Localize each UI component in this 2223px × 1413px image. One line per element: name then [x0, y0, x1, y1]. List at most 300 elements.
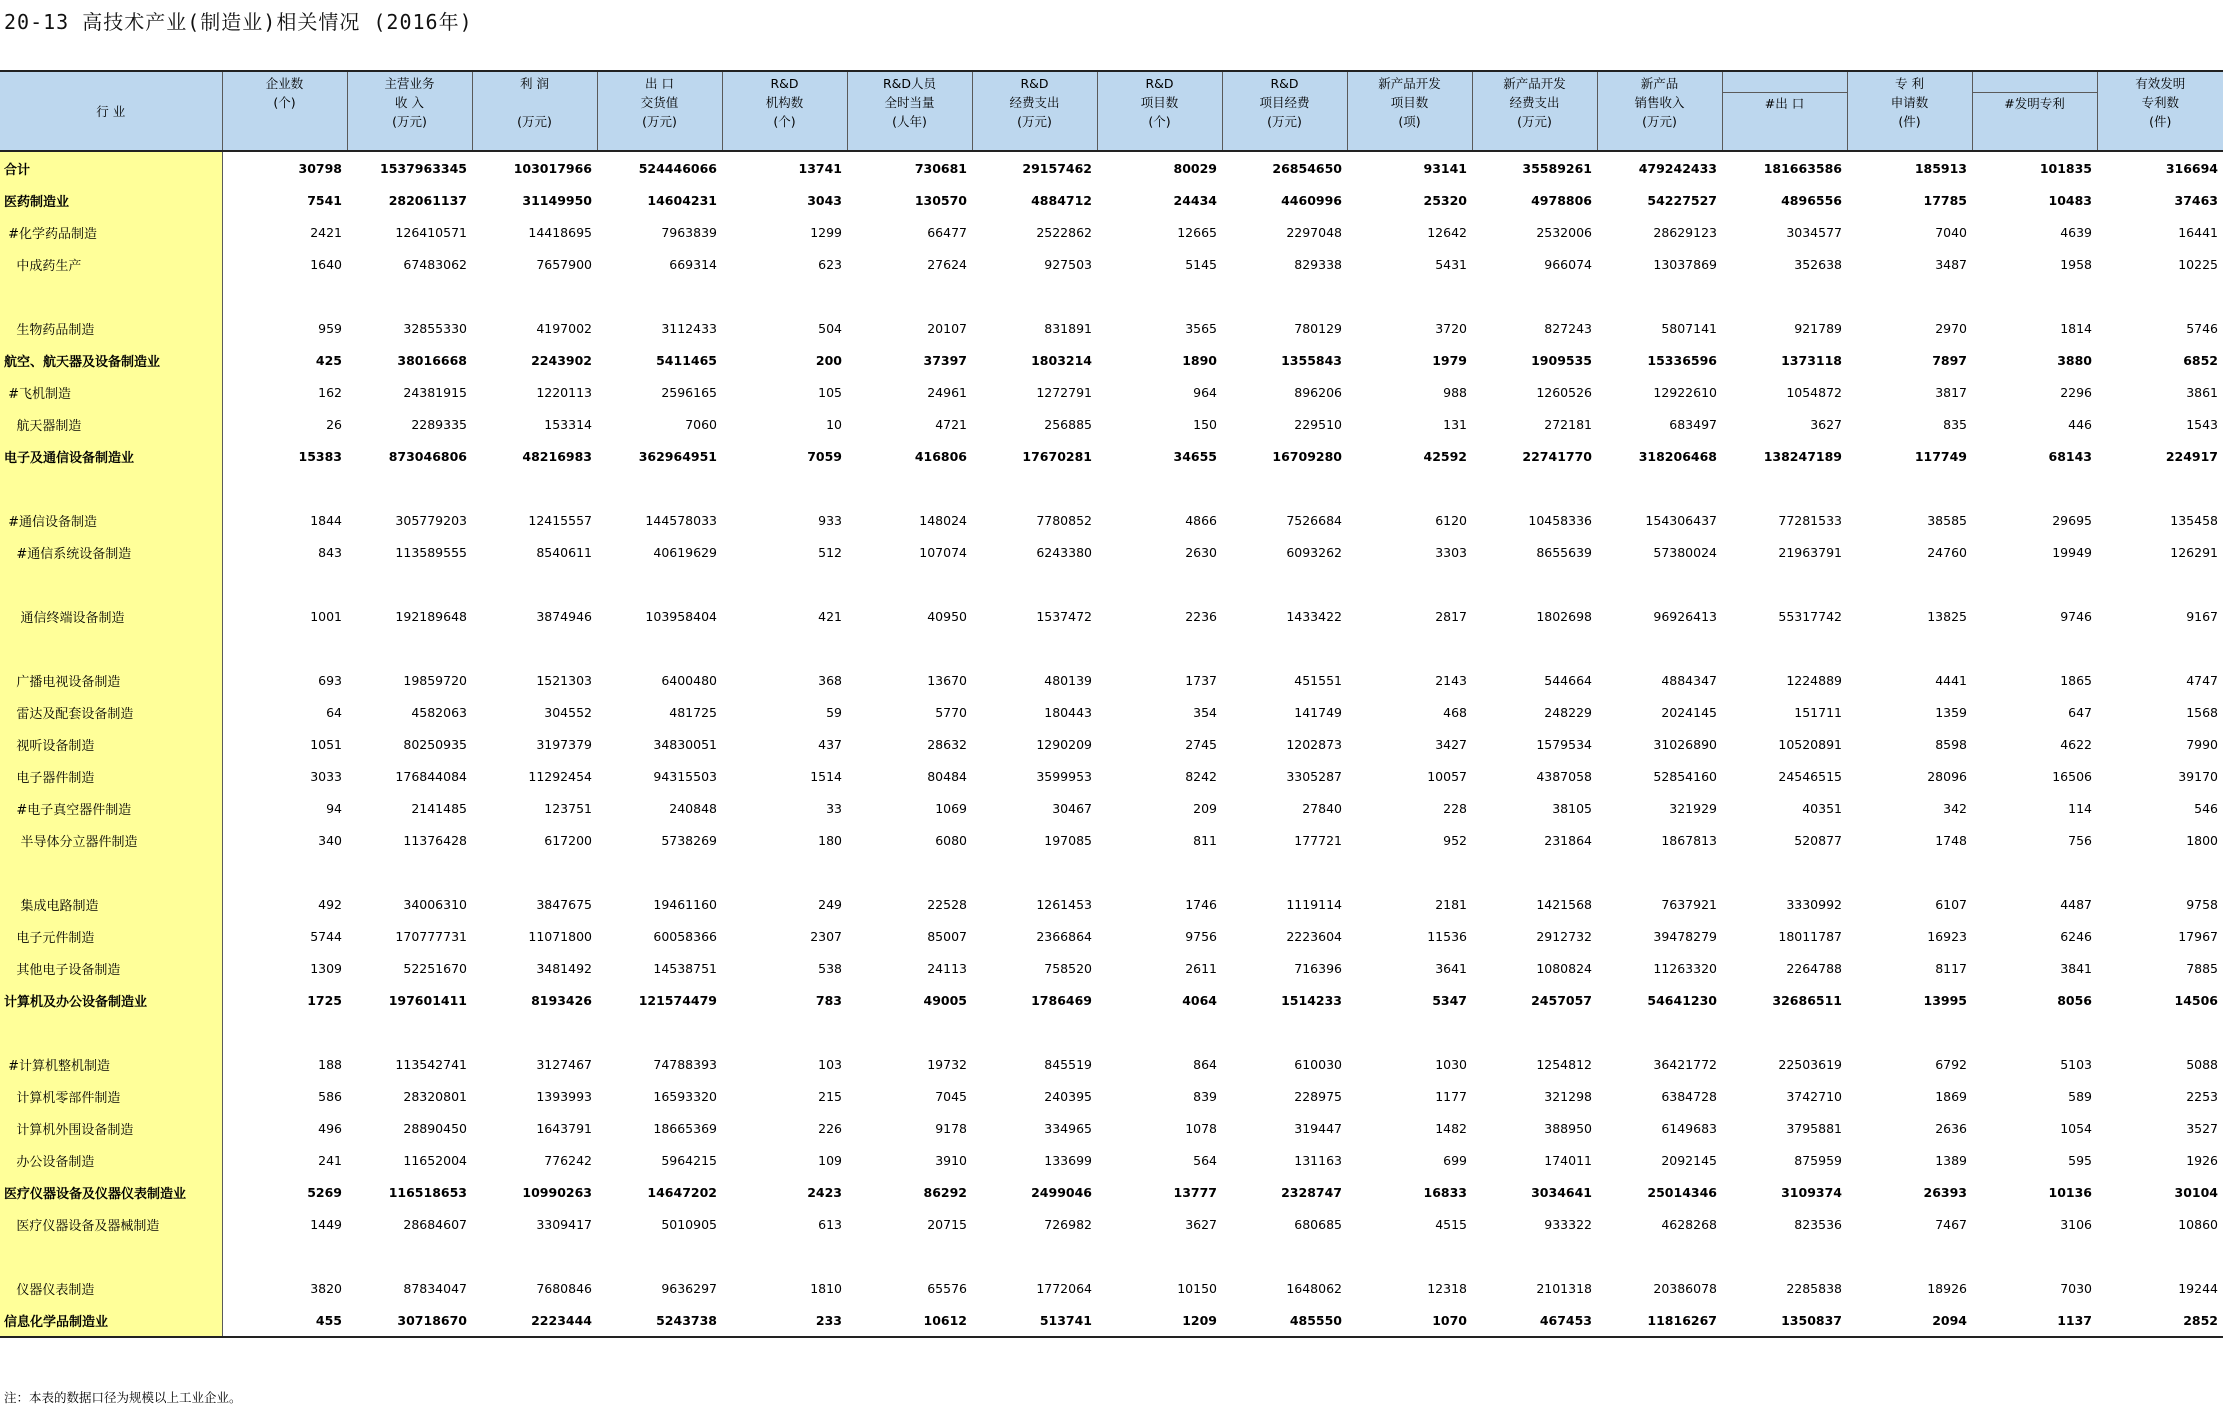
value-cell: 352638: [1794, 256, 1842, 272]
value-cell: 1643791: [536, 1120, 592, 1136]
spacer-cell: [1722, 280, 1847, 312]
value-cell: 4460996: [1281, 192, 1342, 208]
value-cell: 249: [818, 896, 842, 912]
value-cell: 7897: [1932, 352, 1967, 368]
industry-name-cell: 计算机外围设备制造: [0, 1112, 222, 1144]
header-col-line: (个): [1148, 114, 1171, 129]
header-col-line: 机构数: [765, 95, 804, 110]
value-cell: 1393993: [536, 1088, 592, 1104]
table-row: [0, 151, 2223, 184]
value-cell: 52854160: [1653, 768, 1717, 784]
value-cell: 4387058: [1536, 768, 1592, 784]
value-cell: 693: [318, 672, 342, 688]
spacer-cell: [472, 856, 597, 888]
value-cell: 30798: [298, 160, 342, 176]
spacer-cell: [1347, 568, 1472, 600]
value-cell: 248229: [1544, 704, 1592, 720]
value-cell: 3847675: [536, 896, 592, 912]
value-cell: 33: [826, 800, 842, 816]
value-cell: 455: [222, 1304, 347, 1337]
value-cell: 1080824: [1536, 960, 1592, 976]
value-cell: 1844: [310, 512, 342, 528]
value-cell: 1725: [307, 992, 342, 1008]
value-cell: 321298: [1544, 1088, 1592, 1104]
spacer-cell: [472, 472, 597, 504]
spacer-cell: [597, 1240, 722, 1272]
value-cell: 321929: [1669, 800, 1717, 816]
header-industry: [0, 71, 222, 151]
value-cell: 12415557: [528, 512, 592, 528]
value-cell: 7059: [807, 448, 842, 464]
value-cell: 3309417: [536, 1216, 592, 1232]
value-cell: 2630: [1185, 544, 1217, 560]
value-cell: 94315503: [653, 768, 717, 784]
industry-name-cell: 信息化学品制造业: [0, 1304, 222, 1337]
value-cell: 1869: [1935, 1088, 1967, 1104]
value-cell: 1299: [810, 224, 842, 240]
value-cell: 103017966: [513, 160, 592, 176]
value-cell: 8193426: [531, 992, 592, 1008]
value-cell: 823536: [1794, 1216, 1842, 1232]
spacer-cell: [847, 1240, 972, 1272]
value-cell: 7060: [685, 416, 717, 432]
table-row: [0, 1112, 2223, 1144]
table-row: [0, 760, 2223, 792]
value-cell: 123751: [544, 800, 592, 816]
table-row: [0, 1144, 2223, 1176]
spacer-cell: [0, 568, 222, 600]
value-cell: 85007: [927, 928, 967, 944]
value-cell: 40950: [927, 608, 967, 624]
header-col-line: [473, 93, 597, 112]
value-cell: 1030: [1435, 1056, 1467, 1072]
header-col-line: (万元): [392, 114, 427, 129]
value-cell: 544664: [1544, 672, 1592, 688]
value-cell: 12642: [1427, 224, 1467, 240]
header-col-line: 经费支出: [1509, 95, 1560, 110]
value-cell: 80484: [927, 768, 967, 784]
value-cell: 699: [1443, 1152, 1467, 1168]
value-cell: 26: [326, 416, 342, 432]
value-cell: 546: [2194, 800, 2218, 816]
spacer-cell: [1597, 280, 1722, 312]
value-cell: 5088: [2186, 1056, 2218, 1072]
header-col-line: (万元): [1267, 114, 1302, 129]
spacer-cell: [0, 856, 222, 888]
value-cell: 1979: [1432, 352, 1467, 368]
value-cell: 2423: [807, 1184, 842, 1200]
value-cell: 3034577: [1786, 224, 1842, 240]
value-cell: 1137: [1972, 1304, 2097, 1337]
value-cell: 64: [326, 704, 342, 720]
value-cell: 3106: [2060, 1216, 2092, 1232]
value-cell: 16709280: [1272, 448, 1342, 464]
value-cell: 896206: [1294, 384, 1342, 400]
spacer-cell: [347, 472, 472, 504]
spacer-cell: [0, 472, 222, 504]
value-cell: 2024145: [1661, 704, 1717, 720]
spacer-cell: [347, 280, 472, 312]
spacer-cell: [1972, 472, 2097, 504]
value-cell: 683497: [1669, 416, 1717, 432]
header-col-line: (个): [273, 95, 296, 110]
value-cell: 135458: [2170, 512, 2218, 528]
value-cell: 538: [818, 960, 842, 976]
value-cell: 5807141: [1661, 320, 1717, 336]
value-cell: 2611: [1185, 960, 1217, 976]
value-cell: 7963839: [661, 224, 717, 240]
value-cell: 2421: [310, 224, 342, 240]
spacer-cell: [1597, 1016, 1722, 1048]
value-cell: 1373118: [1781, 352, 1842, 368]
header-col-line: (万元): [1017, 114, 1052, 129]
value-cell: 4582063: [411, 704, 467, 720]
value-cell: 4896556: [1781, 192, 1842, 208]
table-row: [0, 1080, 2223, 1112]
value-cell: 256885: [1044, 416, 1092, 432]
value-cell: 952: [1443, 832, 1467, 848]
value-cell: 3880: [2057, 352, 2092, 368]
value-cell: 31026890: [1653, 736, 1717, 752]
value-cell: 2852: [2097, 1304, 2223, 1337]
value-cell: 13741: [798, 160, 842, 176]
value-cell: 101835: [2039, 160, 2092, 176]
value-cell: 1261453: [1036, 896, 1092, 912]
value-cell: 96926413: [1653, 608, 1717, 624]
value-cell: 121574479: [638, 992, 717, 1008]
industry-name-cell: #化学药品制造: [0, 216, 222, 248]
value-cell: 839: [1193, 1088, 1217, 1104]
value-cell: 5744: [310, 928, 342, 944]
header-col-line: R&D: [770, 76, 799, 91]
value-cell: 10: [826, 416, 842, 432]
value-cell: 1254812: [1536, 1056, 1592, 1072]
value-cell: 197085: [1044, 832, 1092, 848]
value-cell: 5431: [1435, 256, 1467, 272]
value-cell: 3033: [310, 768, 342, 784]
spacer-row: [0, 568, 2223, 600]
value-cell: 3565: [1185, 320, 1217, 336]
value-cell: 3910: [935, 1152, 967, 1168]
value-cell: 2596165: [661, 384, 717, 400]
value-cell: 669314: [669, 256, 717, 272]
value-cell: 4487: [2060, 896, 2092, 912]
spacer-cell: [597, 472, 722, 504]
value-cell: 1737: [1185, 672, 1217, 688]
value-cell: 80029: [1173, 160, 1217, 176]
spacer-cell: [222, 568, 347, 600]
spacer-cell: [972, 472, 1097, 504]
value-cell: 1926: [2186, 1152, 2218, 1168]
value-cell: 334965: [1044, 1120, 1092, 1136]
value-cell: 192189648: [395, 608, 467, 624]
value-cell: 12318: [1427, 1280, 1467, 1296]
value-cell: 7045: [935, 1088, 967, 1104]
value-cell: 3627: [1810, 416, 1842, 432]
table-row: [0, 184, 2223, 216]
value-cell: 133699: [1044, 1152, 1092, 1168]
table-row: [0, 792, 2223, 824]
spacer-cell: [222, 1240, 347, 1272]
header-col-line: 企业数: [265, 76, 304, 91]
spacer-cell: [1472, 280, 1597, 312]
value-cell: 17967: [2178, 928, 2218, 944]
industry-name-cell: 中成药生产: [0, 248, 222, 280]
spacer-cell: [1347, 632, 1472, 664]
value-cell: 12665: [1177, 224, 1217, 240]
spacer-cell: [472, 280, 597, 312]
value-cell: 1051: [310, 736, 342, 752]
value-cell: 716396: [1294, 960, 1342, 976]
value-cell: 3043: [807, 192, 842, 208]
value-cell: 2297048: [1286, 224, 1342, 240]
value-cell: 829338: [1294, 256, 1342, 272]
value-cell: 103958404: [645, 608, 717, 624]
value-cell: 66477: [927, 224, 967, 240]
value-cell: 94: [326, 800, 342, 816]
spacer-cell: [1972, 1016, 2097, 1048]
industry-name-cell: #通信设备制造: [0, 504, 222, 536]
value-cell: 5145: [1185, 256, 1217, 272]
table-row: [0, 1304, 2223, 1337]
value-cell: 5269: [307, 1184, 342, 1200]
value-cell: 1054872: [1786, 384, 1842, 400]
value-cell: 59: [826, 704, 842, 720]
value-cell: 12922610: [1653, 384, 1717, 400]
value-cell: 224917: [2165, 448, 2218, 464]
value-cell: 6852: [2183, 352, 2218, 368]
value-cell: 188: [318, 1056, 342, 1072]
spacer-cell: [1097, 472, 1222, 504]
header-col-16: [2097, 71, 2223, 151]
header-col-line: (人年): [892, 114, 927, 129]
value-cell: 29695: [2052, 512, 2092, 528]
data-table-container: [0, 70, 2223, 1338]
value-cell: 3861: [2186, 384, 2218, 400]
value-cell: 7030: [2060, 1280, 2092, 1296]
spacer-cell: [222, 856, 347, 888]
value-cell: 1260526: [1536, 384, 1592, 400]
header-col-line: 申请数: [1890, 95, 1929, 110]
value-cell: 468: [1443, 704, 1467, 720]
value-cell: 13670: [927, 672, 967, 688]
value-cell: 38585: [1927, 512, 1967, 528]
value-cell: 1537963345: [380, 160, 467, 176]
value-cell: 65576: [927, 1280, 967, 1296]
value-cell: 3641: [1435, 960, 1467, 976]
value-cell: 36421772: [1653, 1056, 1717, 1072]
spacer-cell: [1972, 1240, 2097, 1272]
value-cell: 388950: [1544, 1120, 1592, 1136]
industry-name-cell: 电子元件制造: [0, 920, 222, 952]
value-cell: 467453: [1472, 1304, 1597, 1337]
value-cell: 52251670: [403, 960, 467, 976]
spacer-row: [0, 1016, 2223, 1048]
header-col-line: #发明专利: [2004, 96, 2065, 111]
data-table: [0, 70, 2223, 1338]
value-cell: 38105: [1552, 800, 1592, 816]
value-cell: 9756: [1185, 928, 1217, 944]
value-cell: 34830051: [653, 736, 717, 752]
value-cell: 32855330: [403, 320, 467, 336]
value-cell: 105: [818, 384, 842, 400]
value-cell: 3841: [2060, 960, 2092, 976]
value-cell: 11816267: [1597, 1304, 1722, 1337]
value-cell: 1001: [310, 608, 342, 624]
value-cell: 16923: [1927, 928, 1967, 944]
header-col-11: [1472, 71, 1597, 151]
value-cell: 3112433: [661, 320, 717, 336]
value-cell: 116518653: [388, 1184, 467, 1200]
industry-name-cell: 航空、航天器及设备制造业: [0, 344, 222, 376]
value-cell: 9178: [935, 1120, 967, 1136]
value-cell: 1867813: [1661, 832, 1717, 848]
spacer-cell: [847, 472, 972, 504]
value-cell: 1568: [2186, 704, 2218, 720]
header-col-line: (件): [1898, 114, 1921, 129]
value-cell: 22503619: [1778, 1056, 1842, 1072]
value-cell: 117749: [1914, 448, 1967, 464]
table-row: [0, 664, 2223, 696]
value-cell: 39478279: [1653, 928, 1717, 944]
spacer-cell: [0, 1240, 222, 1272]
value-cell: 141749: [1294, 704, 1342, 720]
value-cell: 1802698: [1536, 608, 1592, 624]
value-cell: 2094: [1847, 1304, 1972, 1337]
value-cell: 342: [1943, 800, 1967, 816]
value-cell: 14538751: [653, 960, 717, 976]
header-col-line: 项目经费: [1259, 95, 1310, 110]
value-cell: 2457057: [1531, 992, 1592, 1008]
value-cell: 1078: [1185, 1120, 1217, 1136]
spacer-cell: [1597, 568, 1722, 600]
value-cell: 19732: [927, 1056, 967, 1072]
value-cell: 873046806: [388, 448, 467, 464]
spacer-row: [0, 856, 2223, 888]
header-col-line: (万元): [1642, 114, 1677, 129]
header-col-line: 利 润: [520, 76, 549, 91]
header-col-line: 主营业务: [384, 76, 435, 91]
spacer-cell: [1472, 1016, 1597, 1048]
value-cell: 14506: [2174, 992, 2218, 1008]
value-cell: 5103: [2060, 1056, 2092, 1072]
table-body: [0, 151, 2223, 1337]
value-cell: 14647202: [647, 1184, 717, 1200]
header-col-line: 交货值: [640, 95, 679, 110]
value-cell: 2181: [1435, 896, 1467, 912]
header-col-line: 专 利: [1895, 76, 1924, 91]
value-cell: 154306437: [1645, 512, 1717, 528]
value-cell: 10612: [847, 1304, 972, 1337]
value-cell: 6080: [935, 832, 967, 848]
spacer-cell: [597, 1016, 722, 1048]
value-cell: 586: [318, 1088, 342, 1104]
value-cell: 416806: [914, 448, 967, 464]
industry-name-cell: 合计: [0, 151, 222, 184]
spacer-cell: [1222, 856, 1347, 888]
header-col-line: 项目数: [1140, 95, 1179, 110]
value-cell: 27840: [1302, 800, 1342, 816]
value-cell: 2285838: [1786, 1280, 1842, 1296]
value-cell: 7467: [1935, 1216, 1967, 1232]
value-cell: 28629123: [1653, 224, 1717, 240]
spacer-cell: [1347, 280, 1472, 312]
value-cell: 24113: [927, 960, 967, 976]
value-cell: 3330992: [1786, 896, 1842, 912]
spacer-cell: [222, 632, 347, 664]
spacer-cell: [1597, 1240, 1722, 1272]
value-cell: 845519: [1044, 1056, 1092, 1072]
value-cell: 437: [818, 736, 842, 752]
value-cell: 131163: [1294, 1152, 1342, 1168]
spacer-cell: [847, 856, 972, 888]
value-cell: 3197379: [536, 736, 592, 752]
value-cell: 4628268: [1661, 1216, 1717, 1232]
value-cell: 48216983: [522, 448, 592, 464]
spacer-cell: [847, 568, 972, 600]
value-cell: 1355843: [1281, 352, 1342, 368]
value-cell: 1070: [1347, 1304, 1472, 1337]
value-cell: 1537472: [1036, 608, 1092, 624]
value-cell: 2223444: [472, 1304, 597, 1337]
spacer-cell: [972, 568, 1097, 600]
spacer-cell: [972, 1016, 1097, 1048]
header-col-2: [347, 71, 472, 151]
value-cell: 2253: [2186, 1088, 2218, 1104]
header-col-10: [1347, 71, 1472, 151]
table-row: [0, 1208, 2223, 1240]
value-cell: 37463: [2174, 192, 2218, 208]
value-cell: 368: [818, 672, 842, 688]
spacer-cell: [1597, 856, 1722, 888]
value-cell: 8598: [1935, 736, 1967, 752]
header-col-line: (个): [773, 114, 796, 129]
value-cell: 18011787: [1778, 928, 1842, 944]
spacer-row: [0, 1240, 2223, 1272]
value-cell: 38016668: [397, 352, 467, 368]
spacer-cell: [1847, 280, 1972, 312]
value-cell: 4747: [2186, 672, 2218, 688]
value-cell: 19859720: [403, 672, 467, 688]
value-cell: 864: [1193, 1056, 1217, 1072]
value-cell: 2366864: [1036, 928, 1092, 944]
industry-name-cell: #通信系统设备制造: [0, 536, 222, 568]
value-cell: 680685: [1294, 1216, 1342, 1232]
value-cell: 5964215: [661, 1152, 717, 1168]
header-col-line: R&D: [1270, 76, 1299, 91]
value-cell: 20386078: [1653, 1280, 1717, 1296]
value-cell: 1514233: [1281, 992, 1342, 1008]
header-col-3: [472, 71, 597, 151]
value-cell: 148024: [919, 512, 967, 528]
value-cell: 1748: [1935, 832, 1967, 848]
value-cell: 16833: [1423, 1184, 1467, 1200]
spacer-cell: [722, 568, 847, 600]
value-cell: 28632: [927, 736, 967, 752]
value-cell: 7541: [307, 192, 342, 208]
value-cell: 17785: [1923, 192, 1967, 208]
value-cell: 177721: [1294, 832, 1342, 848]
value-cell: 1350837: [1722, 1304, 1847, 1337]
table-row: [0, 1272, 2223, 1304]
value-cell: 209: [1193, 800, 1217, 816]
value-cell: 966074: [1544, 256, 1592, 272]
value-cell: 231864: [1544, 832, 1592, 848]
table-row: [0, 920, 2223, 952]
value-cell: 610030: [1294, 1056, 1342, 1072]
spacer-cell: [1472, 1240, 1597, 1272]
spacer-cell: [0, 280, 222, 312]
